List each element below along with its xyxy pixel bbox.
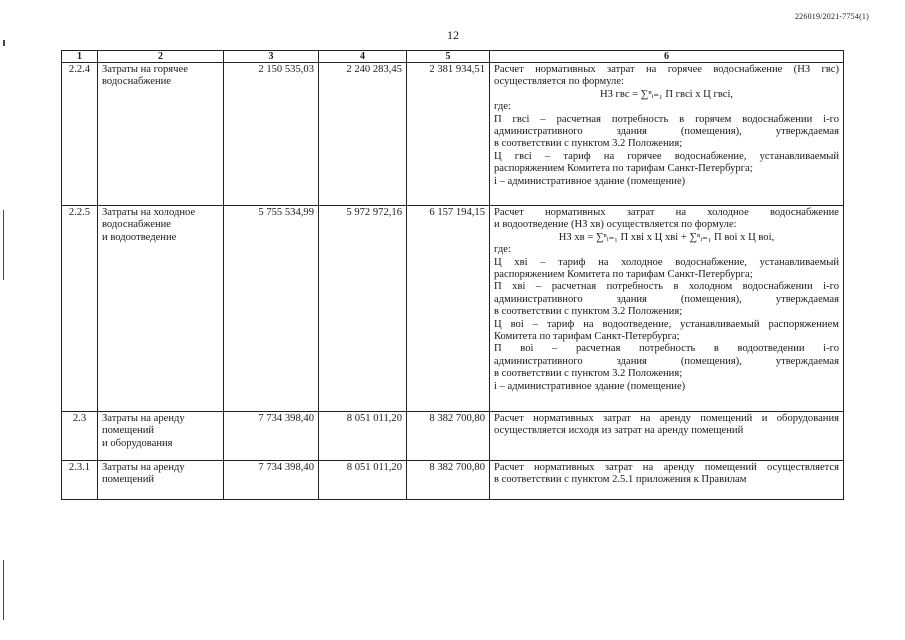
description-line: где:	[494, 244, 511, 256]
description-line: где:	[494, 101, 511, 113]
value-year-2: 5 972 972,16	[319, 206, 407, 412]
description-line: Ц воi – тариф на водоотведение, устанавливаемый распоряжением	[494, 318, 839, 330]
column-header: 3	[224, 51, 319, 63]
row-code: 2.2.4	[62, 63, 98, 206]
row-name	[98, 461, 224, 500]
row-code: 2.3.1	[62, 461, 98, 500]
scan-edge-mark	[3, 210, 4, 280]
row-description	[490, 206, 844, 412]
value-year-3: 6 157 194,15	[407, 206, 490, 412]
formula: НЗ хв = ∑ⁿᵢ₌₁ П хвi х Ц хвi + ∑ⁿᵢ₌₁ П воi х Ц воi,	[558, 231, 775, 243]
description-line: Ц хвi – тариф на холодное водоснабжение, устанавливаемый	[494, 256, 839, 268]
row-code: 2.2.5	[62, 206, 98, 412]
description-line: распоряжением Комитета по тарифам Санкт-Петербурга;	[494, 269, 753, 281]
row-name-line: Затраты на горячее	[102, 64, 188, 75]
row-name-line: водоснабжение	[102, 76, 171, 88]
value-year-1: 7 734 398,40	[224, 412, 319, 461]
description-line: П воi – расчетная потребность в водоотведении i-го	[494, 343, 839, 355]
row-description	[490, 461, 844, 500]
table-row	[62, 461, 844, 500]
row-description	[490, 63, 844, 206]
row-code: 2.3	[62, 412, 98, 461]
description-line: П гвсi – расчетная потребность в горячем водоснабжении i-го	[494, 113, 839, 125]
row-name	[98, 412, 224, 461]
scan-edge-mark	[3, 40, 5, 46]
row-name-line: Затраты на холодное	[102, 207, 196, 218]
value-year-3: 8 382 700,80	[407, 461, 490, 500]
description-line: Расчет нормативных затрат на аренду помещений и оборудования	[494, 413, 839, 424]
row-name-line: помещений	[102, 474, 155, 486]
value-year-1: 7 734 398,40	[224, 461, 319, 500]
value-year-2: 8 051 011,20	[319, 461, 407, 500]
table-row	[62, 63, 844, 206]
description-line: административного здания (помещения), утверждаемая	[494, 126, 839, 138]
row-name-line: Затраты на аренду	[102, 413, 185, 424]
row-name	[98, 206, 224, 412]
value-year-1: 5 755 534,99	[224, 206, 319, 412]
description-line: осуществляется исходя из затрат на аренду помещений	[494, 425, 744, 437]
column-header: 5	[407, 51, 490, 63]
description-line: Расчет нормативных затрат на горячее водоснабжение (НЗ гвс)	[494, 64, 839, 75]
formula: НЗ гвс = ∑ⁿᵢ₌₁ П гвсi х Ц гвсi,	[599, 88, 734, 100]
page-number: 12	[447, 28, 459, 42]
row-name-line: и водоотведение	[102, 231, 177, 243]
description-line: административного здания (помещения), утверждаемая	[494, 293, 839, 305]
description-line: в соответствии с пунктом 3.2 Положения;	[494, 368, 683, 380]
column-header: 1	[62, 51, 98, 63]
value-year-3: 8 382 700,80	[407, 412, 490, 461]
description-line: Комитета по тарифам Санкт-Петербурга;	[494, 331, 680, 343]
description-line: Ц гвсi – тариф на горячее водоснабжение, устанавливаемый	[494, 150, 839, 162]
description-line: Расчет нормативных затрат на аренду помещений осуществляется	[494, 462, 839, 473]
document-id: 226019/2021-7754(1)	[794, 12, 869, 21]
table-header-row	[62, 51, 844, 63]
row-name-line: помещений	[102, 425, 155, 437]
row-name	[98, 63, 224, 206]
value-year-3: 2 381 934,51	[407, 63, 490, 206]
column-header: 2	[98, 51, 224, 63]
table-row	[62, 206, 844, 412]
description-line: в соответствии с пунктом 3.2 Положения;	[494, 306, 683, 318]
table-row	[62, 412, 844, 461]
description-line: распоряжением Комитета по тарифам Санкт-Петербурга;	[494, 163, 753, 175]
value-year-1: 2 150 535,03	[224, 63, 319, 206]
description-line: i – административное здание (помещение)	[494, 380, 686, 392]
description-line: административного здания (помещения), утверждаемая	[494, 355, 839, 367]
column-header: 4	[319, 51, 407, 63]
row-name-line: Затраты на аренду	[102, 462, 185, 473]
row-name-line: водоснабжение	[102, 219, 171, 231]
description-line: i – административное здание (помещение)	[494, 175, 686, 187]
row-description	[490, 412, 844, 461]
row-name-line: и оборудования	[102, 437, 173, 449]
description-line: П хвi – расчетная потребность в холодном водоснабжении i-го	[494, 281, 839, 293]
value-year-2: 2 240 283,45	[319, 63, 407, 206]
description-line: Расчет нормативных затрат на холодное водоснабжение	[494, 207, 839, 218]
column-header: 6	[490, 51, 844, 63]
scan-edge-mark	[3, 560, 4, 620]
cost-table	[61, 50, 844, 500]
description-line: в соответствии с пунктом 2.5.1 приложения к Правилам	[494, 474, 747, 486]
value-year-2: 8 051 011,20	[319, 412, 407, 461]
description-line: в соответствии с пунктом 3.2 Положения;	[494, 138, 683, 150]
description-line: и водоотведение (НЗ хв) осуществляется по формуле:	[494, 219, 737, 231]
description-line: осуществляется по формуле:	[494, 76, 624, 88]
